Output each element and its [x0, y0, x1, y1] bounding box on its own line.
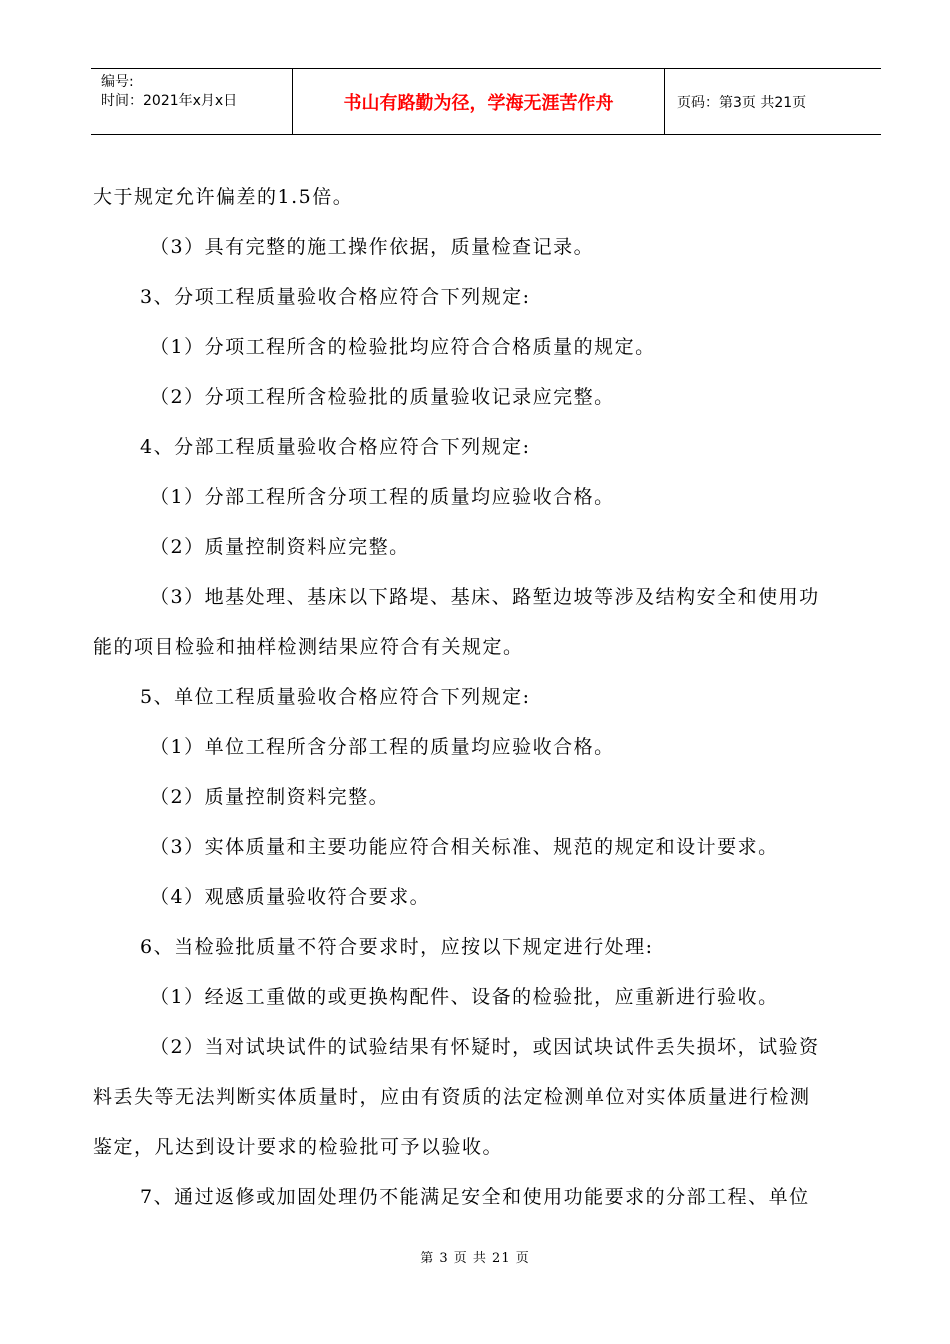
paragraph-21: 7、通过返修或加固处理仍不能满足安全和使用功能要求的分部工程、单位 — [140, 1186, 810, 1208]
paragraph-4: （1）分项工程所含的检验批均应符合合格质量的规定。 — [150, 336, 656, 358]
paragraph-17: （1）经返工重做的或更换构配件、设备的检验批，应重新进行验收。 — [150, 986, 779, 1008]
paragraph-16: 6、当检验批质量不符合要求时，应按以下规定进行处理: — [140, 936, 654, 958]
header-motto: 书山有路勤为径，学海无涯苦作舟 — [293, 69, 665, 134]
paragraph-20: 鉴定，凡达到设计要求的检验批可予以验收。 — [93, 1136, 504, 1158]
header-page-info: 页码：第3页 共21页 — [677, 94, 807, 111]
paragraph-7: （1）分部工程所含分项工程的质量均应验收合格。 — [150, 486, 615, 508]
document-body — [93, 172, 881, 1222]
paragraph-8: （2）质量控制资料应完整。 — [150, 536, 410, 558]
paragraph-18: （2）当对试块试件的试验结果有怀疑时，或因试块试件丢失损坏，试验资 — [150, 1036, 820, 1058]
document-header — [91, 68, 881, 135]
paragraph-1: 大于规定允许偏差的1.5倍。 — [93, 186, 354, 208]
paragraph-14: （3）实体质量和主要功能应符合相关标准、规范的规定和设计要求。 — [150, 836, 779, 858]
header-time-label: 时间：2021年x月x日 — [101, 93, 238, 109]
paragraph-12: （1）单位工程所含分部工程的质量均应验收合格。 — [150, 736, 615, 758]
paragraph-2: （3）具有完整的施工操作依据，质量检查记录。 — [150, 236, 595, 258]
paragraph-5: （2）分项工程所含检验批的质量验收记录应完整。 — [150, 386, 615, 408]
page-footer: 第 3 页 共 21 页 — [420, 1251, 530, 1266]
paragraph-3: 3、分项工程质量验收合格应符合下列规定: — [140, 286, 531, 308]
header-meta-cell — [91, 69, 293, 134]
paragraph-9: （3）地基处理、基床以下路堤、基床、路堑边坡等涉及结构安全和使用功 — [150, 586, 820, 608]
paragraph-10: 能的项目检验和抽样检测结果应符合有关规定。 — [93, 636, 524, 658]
paragraph-11: 5、单位工程质量验收合格应符合下列规定: — [140, 686, 531, 708]
header-id-label: 编号: — [101, 74, 134, 90]
paragraph-19: 料丢失等无法判断实体质量时，应由有资质的法定检测单位对实体质量进行检测 — [93, 1086, 811, 1108]
paragraph-6: 4、分部工程质量验收合格应符合下列规定: — [140, 436, 531, 458]
paragraph-13: （2）质量控制资料完整。 — [150, 786, 390, 808]
paragraph-15: （4）观感质量验收符合要求。 — [150, 886, 431, 908]
